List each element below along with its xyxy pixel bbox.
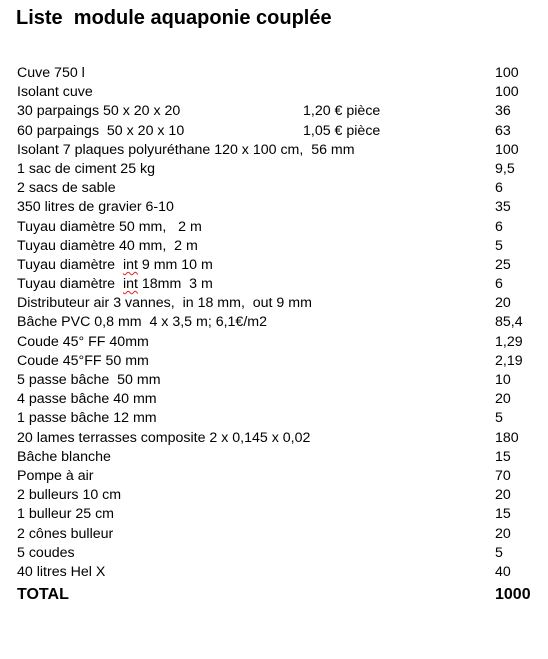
list-item	[17, 544, 542, 563]
list-item	[17, 275, 542, 294]
list-item	[17, 467, 542, 486]
list-item	[17, 198, 542, 217]
list-item	[17, 448, 542, 467]
item-amount: 5	[495, 544, 503, 561]
item-amount: 100	[495, 65, 519, 81]
list-item	[17, 563, 542, 582]
item-amount: 100	[495, 141, 519, 158]
item-label: 2 sacs de sable	[17, 180, 116, 197]
item-amount: 15	[495, 506, 511, 523]
item-label: 350 litres de gravier 6-10	[17, 199, 174, 216]
list-item	[17, 256, 542, 275]
total-amount: 1000	[495, 586, 531, 603]
item-label: Isolant 7 plaques polyuréthane 120 x 100 cm, 56 mm	[17, 141, 355, 158]
list-item	[17, 313, 542, 332]
list-item	[17, 352, 542, 371]
list-item	[17, 141, 542, 160]
item-label: Bâche blanche	[17, 448, 111, 465]
item-label: 1 sac de ciment 25 kg	[17, 160, 156, 177]
item-label: Coude 45° FF 40mm	[17, 333, 149, 350]
item-list	[17, 64, 542, 582]
list-item	[17, 179, 542, 198]
item-label: 60 parpaings 50 x 20 x 10	[17, 122, 185, 139]
item-label: 4 passe bâche 40 mm	[17, 391, 157, 408]
item-amount: 36	[495, 103, 511, 120]
item-label: Pompe à air	[17, 467, 94, 484]
page-title: Liste module aquaponie couplée	[16, 7, 332, 29]
item-label: Bâche PVC 0,8 mm 4 x 3,5 m; 6,1€/m2	[17, 314, 267, 331]
item-amount: 5	[495, 237, 503, 254]
item-amount: 63	[495, 122, 511, 139]
item-label: 2 bulleurs 10 cm	[17, 487, 122, 504]
item-label: 1 bulleur 25 cm	[17, 506, 114, 523]
item-amount: 180	[495, 429, 519, 446]
list-item	[17, 102, 542, 121]
item-label: 5 coudes	[17, 544, 75, 561]
item-amount: 40	[495, 563, 511, 580]
item-label: 30 parpaings 50 x 20 x 20	[17, 103, 181, 120]
list-item	[17, 409, 542, 428]
spellcheck-word: int	[122, 256, 138, 273]
item-label: 5 passe bâche 50 mm	[17, 372, 161, 388]
item-amount: 5	[495, 410, 503, 427]
item-amount: 2,19	[495, 352, 523, 369]
list-item	[17, 64, 542, 83]
item-amount: 1,29	[495, 333, 523, 350]
spellcheck-word: int	[122, 276, 138, 293]
list-item	[17, 237, 542, 256]
list-item	[17, 371, 542, 390]
total-label: TOTAL	[17, 586, 69, 603]
list-item	[17, 525, 542, 544]
list-item	[17, 83, 542, 102]
item-amount: 20	[495, 525, 511, 542]
item-label: Tuyau diamètre int 9 mm 10 m	[17, 256, 213, 273]
item-amount: 9,5	[495, 160, 515, 177]
list-item	[17, 390, 542, 409]
item-amount: 100	[495, 84, 519, 101]
list-item	[17, 333, 542, 352]
item-label: Tuyau diamètre 40 mm, 2 m	[17, 237, 198, 254]
item-unit-price: 1,20 € pièce	[303, 103, 381, 120]
item-label: Coude 45°FF 50 mm	[17, 352, 149, 369]
item-label: 2 cônes bulleur	[17, 525, 114, 542]
list-item	[17, 294, 542, 313]
item-label: Tuyau diamètre int 18mm 3 m	[17, 276, 213, 293]
item-label: Cuve 750 l	[17, 65, 85, 81]
item-amount: 6	[495, 276, 503, 293]
list-item	[17, 122, 542, 141]
item-unit-price: 1,05 € pièce	[303, 122, 381, 139]
list-item	[17, 505, 542, 524]
list-item	[17, 160, 542, 179]
item-label: Distributeur air 3 vannes, in 18 mm, out 9 mm	[17, 295, 312, 312]
item-label: Isolant cuve	[17, 84, 93, 101]
item-amount: 20	[495, 391, 511, 408]
item-amount: 85,4	[495, 314, 523, 331]
item-amount: 6	[495, 180, 503, 197]
list-item	[17, 429, 542, 448]
item-label: Tuyau diamètre 50 mm, 2 m	[17, 218, 202, 235]
item-label: 20 lames terrasses composite 2 x 0,145 x 0,02	[17, 429, 311, 446]
total-row	[17, 584, 542, 606]
item-amount: 20	[495, 295, 511, 312]
item-amount: 35	[495, 199, 511, 216]
item-amount: 25	[495, 256, 511, 273]
list-item	[17, 486, 542, 505]
list-item	[17, 218, 542, 237]
item-amount: 20	[495, 487, 511, 504]
item-label: 40 litres Hel X	[17, 563, 106, 580]
item-amount: 10	[495, 372, 511, 388]
item-amount: 70	[495, 467, 511, 484]
item-amount: 6	[495, 218, 503, 235]
item-amount: 15	[495, 448, 511, 465]
item-label: 1 passe bâche 12 mm	[17, 410, 157, 427]
